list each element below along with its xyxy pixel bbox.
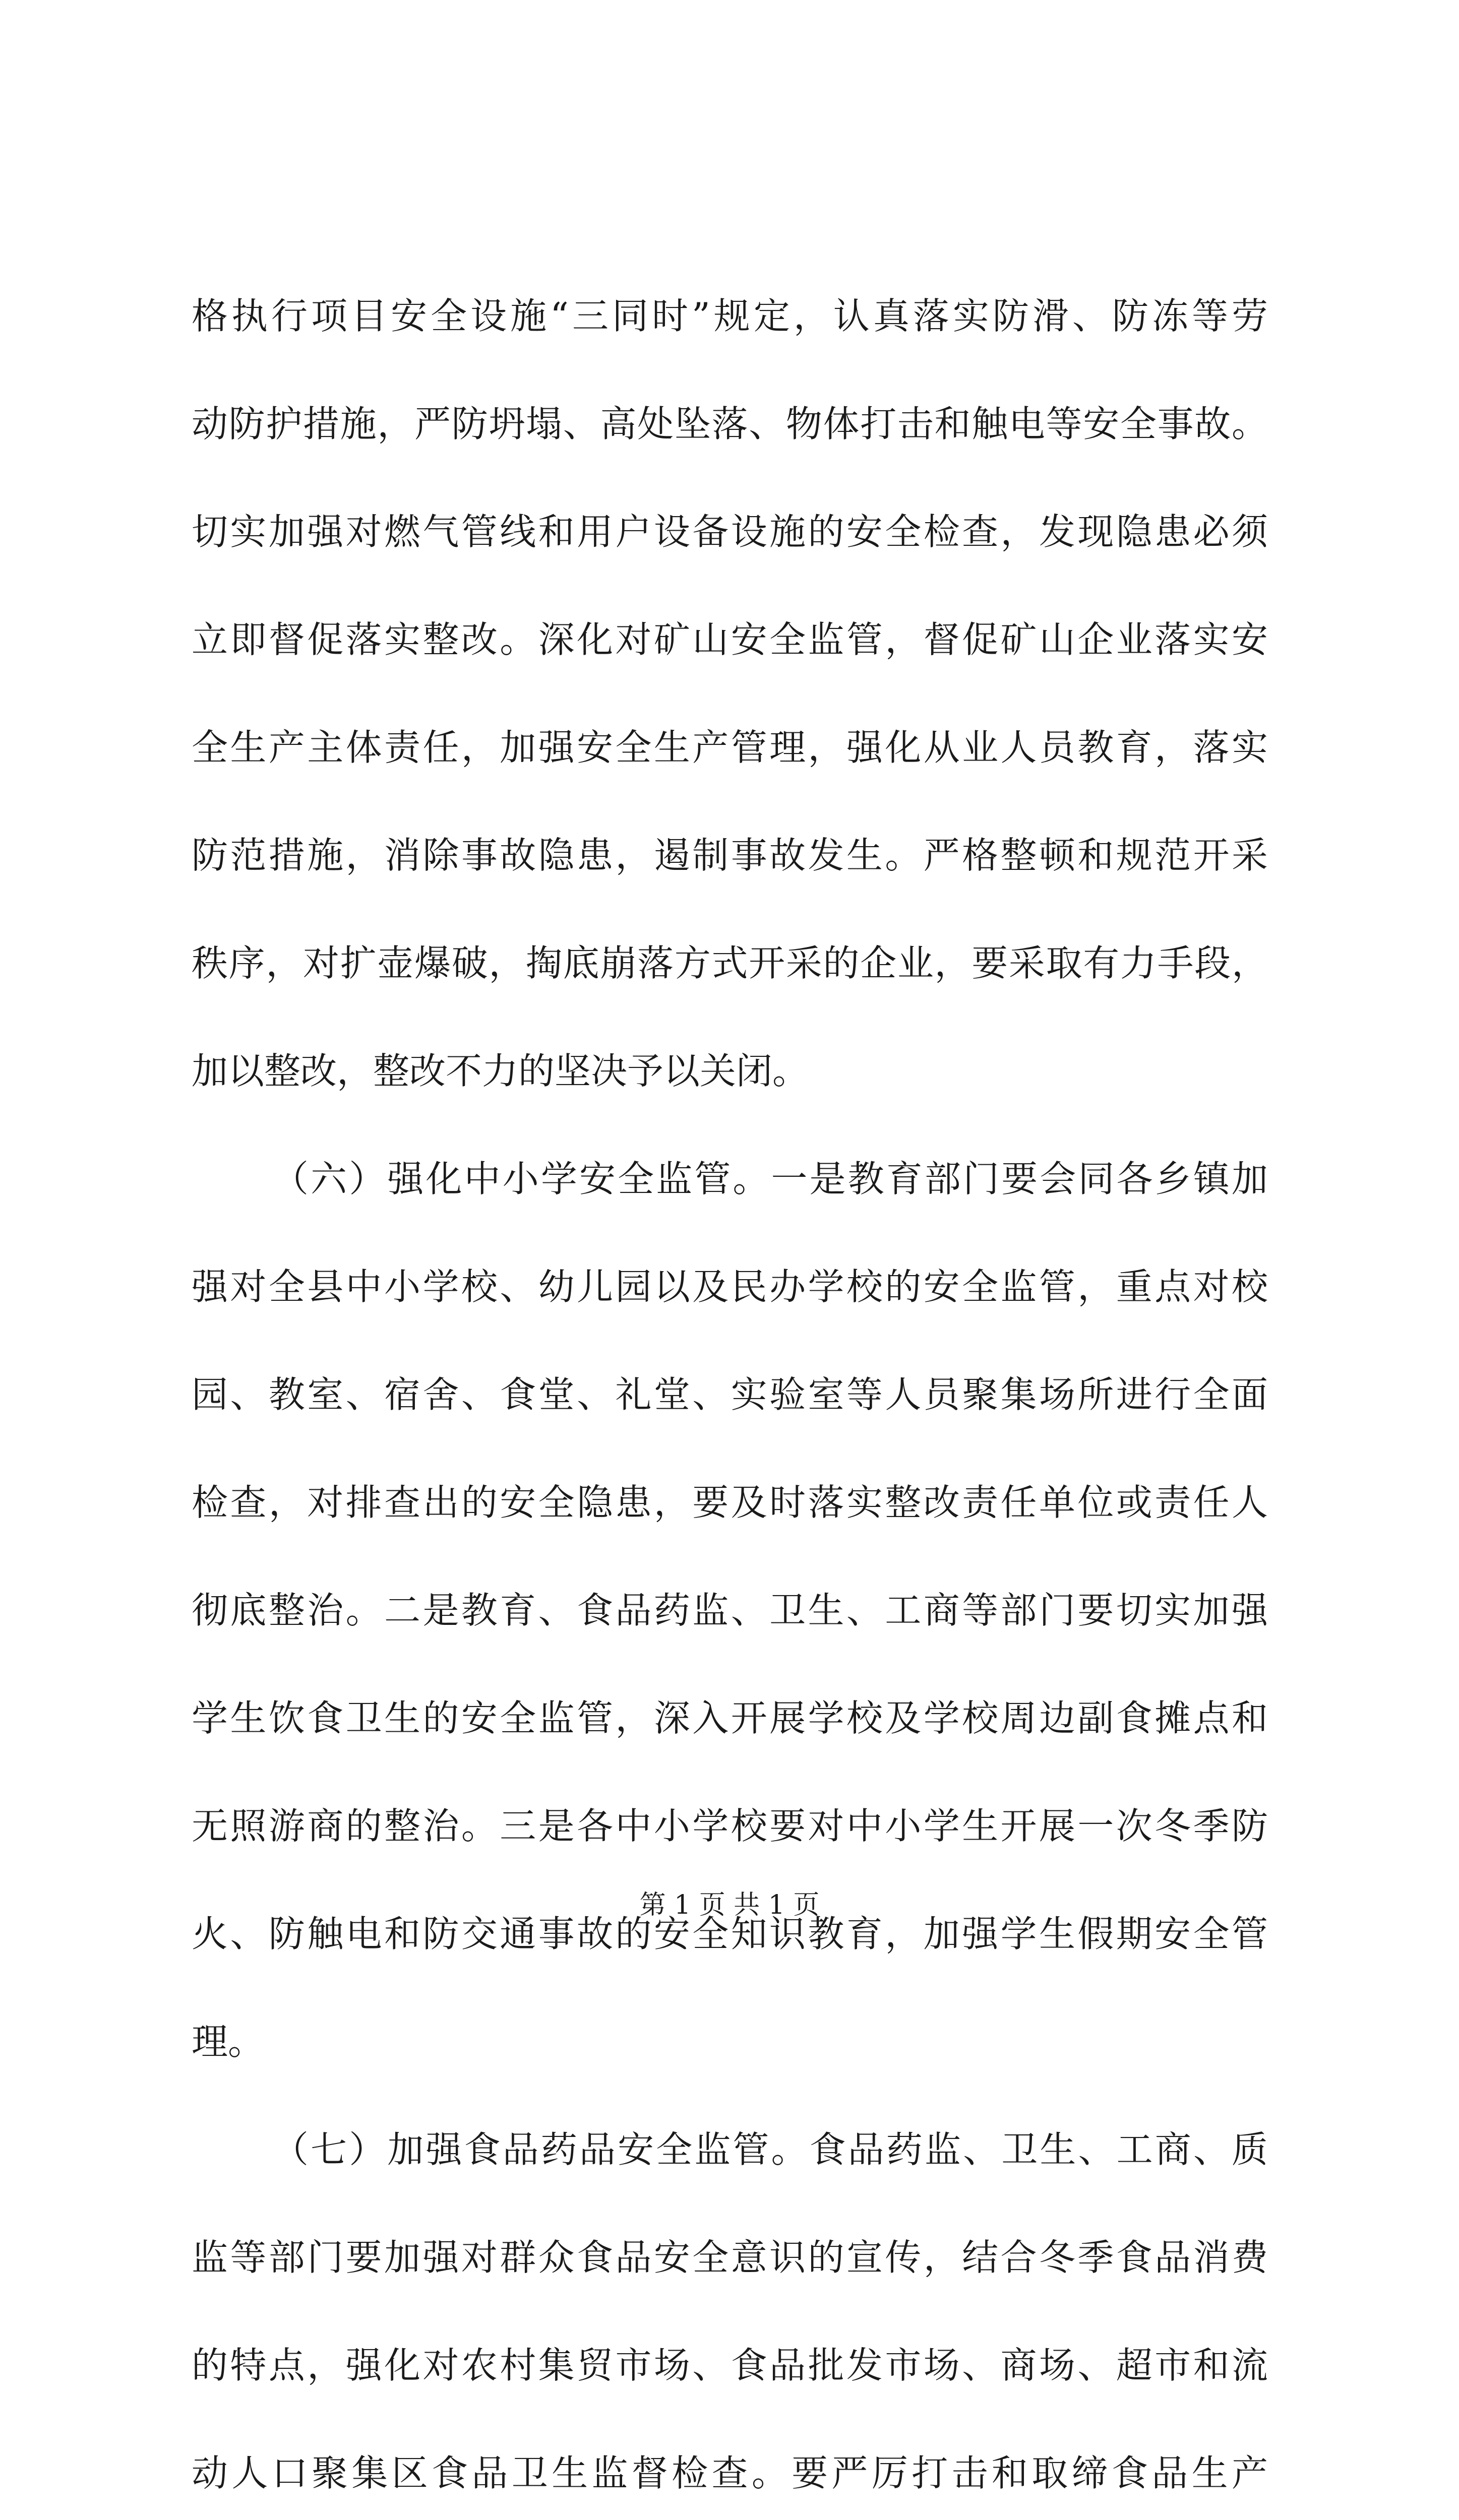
text-line: 立即督促落实整改。深化对矿山安全监管，督促矿山企业落实安 (192, 618, 1268, 661)
text-line: 格执行项目安全设施“三同时”规定，认真落实防滑、防冻等劳 (192, 295, 1268, 337)
text-line: 园、教室、宿舍、食堂、礼堂、实验室等人员聚集场所进行全面 (192, 1373, 1268, 1416)
text-line: 的特点，强化对农村集贸市场、食品批发市场、商场、超市和流 (192, 2344, 1268, 2386)
text-line: 动人口聚集区食品卫生监督检查。要严厉打击和取缔食品生产 (192, 2452, 1268, 2494)
text-line: 加以整改，整改不力的坚决予以关闭。 (192, 1050, 809, 1092)
document-body (192, 262, 1268, 2520)
text-line: 无照游商的整治。三是各中小学校要对中小学生开展一次冬季防 (192, 1805, 1268, 1847)
text-line: 动防护措施，严防坍塌、高处坠落、物体打击和触电等安全事故。 (192, 403, 1268, 445)
text-line: 检查，对排查出的安全隐患，要及时落实整改责任单位或责任人 (192, 1481, 1268, 1524)
text-line: 秩序，对扩壶爆破，掏底崩落方式开采的企业，要采取有力手段， (192, 942, 1268, 984)
text-line: 学生饮食卫生的安全监管，深入开展学校及学校周边副食摊点和 (192, 1697, 1268, 1739)
text-line: 全生产主体责任，加强安全生产管理，强化从业人员教育，落实 (192, 726, 1268, 769)
text-line: 强对全县中小学校、幼儿园以及民办学校的安全监管，重点对校 (192, 1266, 1268, 1308)
page-number-footer: 第 1 页 共 1 页 (639, 1890, 820, 1920)
text-line: 彻底整治。二是教育、食品药监、卫生、工商等部门要切实加强 (192, 1589, 1268, 1631)
section-heading-line: （七）加强食品药品安全监管。食品药监、卫生、工商、质 (272, 2128, 1268, 2171)
section-heading-line: （六）强化中小学安全监管。一是教育部门要会同各乡镇加 (272, 1158, 1268, 1200)
text-line: 理。 (192, 2021, 265, 2063)
text-line: 监等部门要加强对群众食品安全意识的宣传，结合冬季食品消费 (192, 2236, 1268, 2279)
text-line: 防范措施，消除事故隐患，遏制事故发生。严格整顿和规范开采 (192, 834, 1268, 876)
text-line: 火、防触电和防交通事故的安全知识教育，加强学生假期安全管 (192, 1913, 1268, 1955)
text-line: 切实加强对燃气管线和用户设备设施的安全检查，发现隐患必须 (192, 511, 1268, 553)
